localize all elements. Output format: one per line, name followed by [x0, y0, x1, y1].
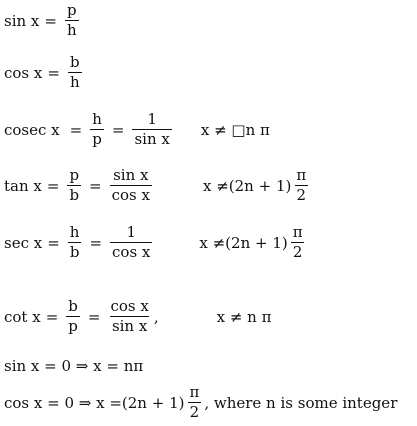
cos-zero-solution: [4, 384, 397, 421]
tan-definition: [4, 167, 311, 204]
cosec-condition: x ≠ □n π: [200, 120, 270, 139]
cos-denominator: h: [69, 73, 80, 91]
cos-zero-suffix: , where n is some integer: [204, 393, 398, 412]
cos-fraction: [68, 54, 82, 91]
cot-condition: x ≠ n π: [216, 307, 272, 326]
two-denominator: 2: [189, 403, 200, 421]
tan-numerator: p: [69, 166, 80, 184]
sec-lhs: sec x: [4, 233, 43, 252]
cosec-reciprocal-denominator: sin x: [134, 130, 170, 148]
cosec-reciprocal-numerator: 1: [147, 110, 157, 128]
cot-fraction-ratio: [66, 298, 80, 335]
sin-definition: [4, 2, 82, 39]
sec-condition-fraction: [291, 224, 305, 261]
cos-lhs: cos x: [4, 63, 43, 82]
cosec-fraction-reciprocal: [132, 111, 171, 148]
sec-fraction-ratio: [68, 224, 82, 261]
pi-numerator: π: [189, 383, 200, 401]
sec-fraction-reciprocal: [110, 224, 152, 261]
cosec-lhs: cosec x: [4, 120, 60, 139]
pi-numerator: π: [292, 223, 303, 241]
equals-sign: =: [89, 176, 102, 195]
cot-denominator: p: [68, 317, 78, 335]
equals-sign: =: [69, 120, 83, 139]
equals-sign: =: [89, 233, 103, 252]
cot-definition: [4, 298, 271, 335]
cos-zero-fraction: [187, 384, 201, 421]
sin-zero-solution: [4, 357, 143, 375]
cosec-denominator: p: [92, 130, 102, 148]
cot-numerator: b: [68, 297, 78, 315]
tan-condition: [203, 167, 311, 204]
cot-lhs: cot x: [4, 307, 41, 326]
cot-sin-denominator: sin x: [111, 317, 148, 335]
sec-condition: [199, 224, 307, 261]
cosec-fraction-ratio: [90, 111, 104, 148]
equals-sign: =: [44, 11, 57, 30]
pi-numerator: π: [296, 166, 307, 184]
tan-condition-fraction: [294, 167, 308, 204]
sec-condition-prefix: x ≠(2n + 1): [199, 233, 288, 252]
sin-zero-text: sin x = 0 ⇒ x = nπ: [4, 357, 144, 375]
equals-sign: =: [47, 233, 60, 252]
equals-sign: =: [46, 176, 60, 195]
comma: ,: [153, 307, 159, 326]
two-denominator: 2: [296, 186, 307, 204]
tan-condition-prefix: x ≠(2n + 1): [202, 176, 292, 195]
tan-denominator: b: [69, 186, 80, 204]
sin-lhs: sin x: [4, 11, 40, 30]
sec-reciprocal-numerator: 1: [126, 223, 136, 241]
cosec-numerator: h: [92, 110, 102, 128]
sec-reciprocal-denominator: cos x: [112, 243, 151, 261]
cot-fraction-cossin: [108, 298, 150, 335]
sin-fraction: [65, 2, 79, 39]
equals-sign: =: [87, 307, 101, 326]
cos-numerator: b: [69, 53, 80, 71]
sec-denominator: b: [69, 243, 80, 261]
tan-lhs: tan x: [4, 176, 42, 195]
cos-zero-prefix: cos x = 0 ⇒ x =(2n + 1): [4, 393, 185, 412]
equals-sign: =: [45, 307, 59, 326]
equals-sign: =: [111, 120, 125, 139]
cos-definition: [4, 54, 85, 91]
two-denominator: 2: [292, 243, 303, 261]
cot-cos-numerator: cos x: [110, 297, 149, 315]
cosec-definition: [4, 111, 270, 148]
sec-definition: [4, 224, 308, 261]
tan-cos-denominator: cos x: [111, 186, 150, 204]
sec-numerator: h: [69, 223, 80, 241]
equals-sign: =: [47, 63, 60, 82]
tan-sin-numerator: sin x: [113, 166, 149, 184]
tan-fraction-sincos: [110, 167, 152, 204]
tan-fraction-ratio: [67, 167, 81, 204]
sin-numerator: p: [67, 1, 77, 19]
sin-denominator: h: [66, 21, 77, 39]
